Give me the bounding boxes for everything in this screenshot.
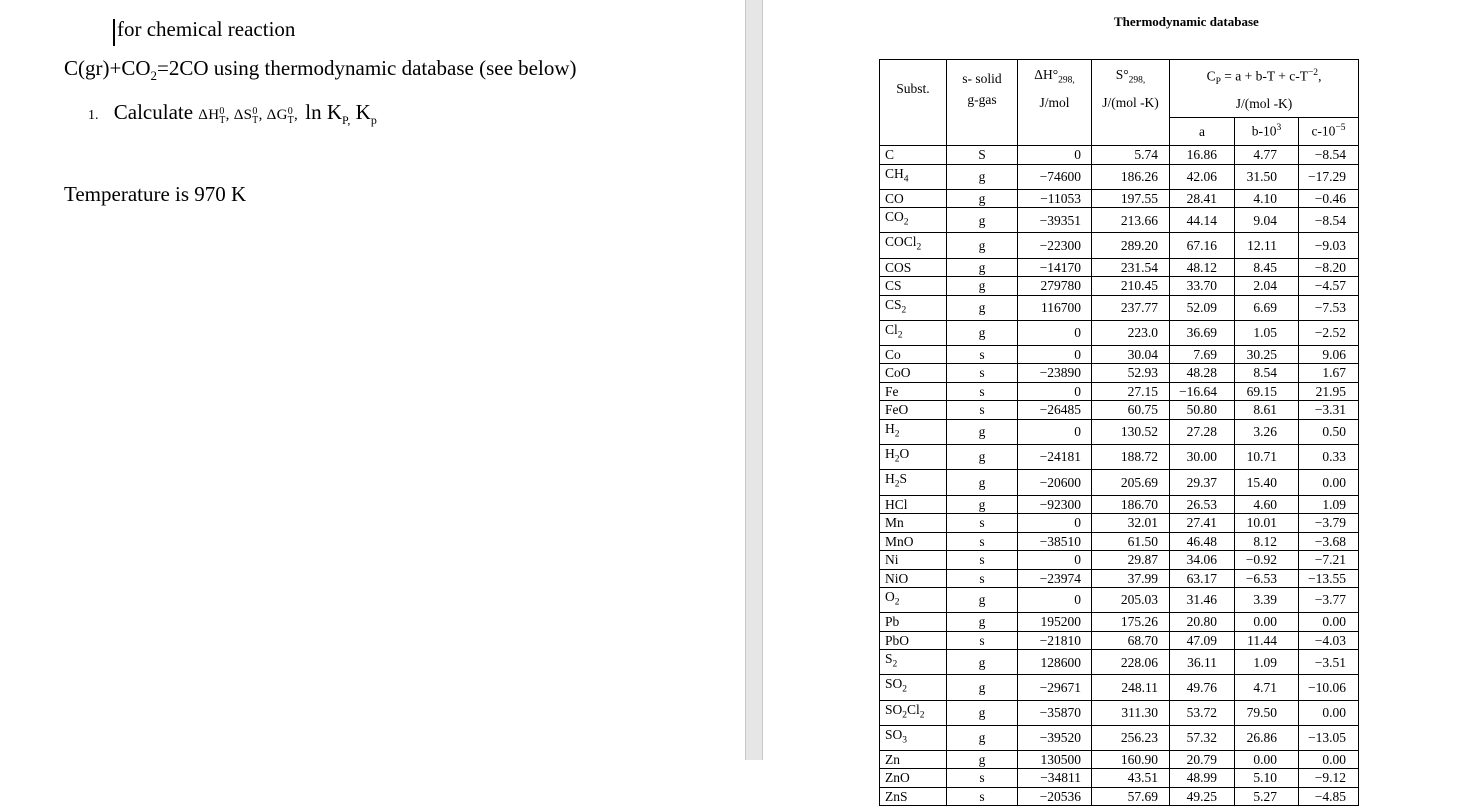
cell-cp-c: −0.46 (1299, 189, 1359, 208)
cell-cp-b: −6.53 (1235, 569, 1299, 588)
cell-entropy: 205.69 (1092, 470, 1170, 495)
cell-substance: Zn (880, 750, 947, 769)
substance-row (880, 320, 1359, 345)
cell-state: s (947, 364, 1018, 383)
cell-state: g (947, 208, 1018, 233)
header-state (947, 60, 1018, 146)
cell-cp-b: 79.50 (1235, 700, 1299, 725)
cell-substance: Mn (880, 514, 947, 533)
cell-enthalpy: −14170 (1018, 258, 1092, 277)
cell-substance: ZnO (880, 769, 947, 788)
cell-cp-a: 42.06 (1170, 164, 1235, 189)
cell-cp-a: 36.69 (1170, 320, 1235, 345)
cell-enthalpy: −11053 (1018, 189, 1092, 208)
cell-substance: $H_2O$ (880, 445, 947, 470)
header-state-line1: s- solid (962, 70, 1002, 86)
cell-substance: $CH_4$ (880, 164, 947, 189)
cell-entropy: 186.26 (1092, 164, 1170, 189)
cell-entropy: 213.66 (1092, 208, 1170, 233)
substance-row (880, 675, 1359, 700)
substance-row (880, 569, 1359, 588)
cell-cp-c: 0.00 (1299, 613, 1359, 632)
cell-cp-c: −7.53 (1299, 295, 1359, 320)
substance-row (880, 495, 1359, 514)
substance-row (880, 295, 1359, 320)
cell-cp-c: −8.20 (1299, 258, 1359, 277)
left-page[interactable] (0, 0, 745, 760)
substance-row (880, 700, 1359, 725)
substance-row (880, 401, 1359, 420)
cell-state: g (947, 495, 1018, 514)
cell-entropy: 237.77 (1092, 295, 1170, 320)
cell-substance: $SO_2Cl_2$ (880, 700, 947, 725)
cell-cp-a: 57.32 (1170, 725, 1235, 750)
cell-enthalpy: −22300 (1018, 233, 1092, 258)
cell-cp-b: 26.86 (1235, 725, 1299, 750)
cell-cp-b: 12.11 (1235, 233, 1299, 258)
substance-row (880, 551, 1359, 570)
cell-state: g (947, 419, 1018, 444)
cell-cp-b: 4.77 (1235, 146, 1299, 165)
cell-cp-c: 1.67 (1299, 364, 1359, 383)
cell-enthalpy: −35870 (1018, 700, 1092, 725)
cell-substance: $S_2$ (880, 650, 947, 675)
header-cp-a: a (1170, 118, 1235, 146)
cell-substance: $H_2$ (880, 419, 947, 444)
cell-state: g (947, 258, 1018, 277)
cell-entropy: 5.74 (1092, 146, 1170, 165)
cell-cp-b: 10.01 (1235, 514, 1299, 533)
cell-cp-b: 2.04 (1235, 277, 1299, 296)
cell-enthalpy: −20536 (1018, 787, 1092, 806)
cell-substance: Pb (880, 613, 947, 632)
cell-cp-b: 3.26 (1235, 419, 1299, 444)
cell-cp-a: 46.48 (1170, 532, 1235, 551)
cell-cp-c: −9.03 (1299, 233, 1359, 258)
cell-cp-c: 21.95 (1299, 382, 1359, 401)
cell-cp-a: 27.28 (1170, 419, 1235, 444)
cell-enthalpy: 130500 (1018, 750, 1092, 769)
cell-cp-b: 5.10 (1235, 769, 1299, 788)
cell-enthalpy: 128600 (1018, 650, 1092, 675)
cell-substance: $CO_2$ (880, 208, 947, 233)
header-substance: Subst. (880, 60, 947, 146)
cell-cp-b: 5.27 (1235, 787, 1299, 806)
cell-entropy: 52.93 (1092, 364, 1170, 383)
cell-cp-c: −10.06 (1299, 675, 1359, 700)
cell-cp-c: −13.05 (1299, 725, 1359, 750)
cell-enthalpy: 279780 (1018, 277, 1092, 296)
cell-state: s (947, 345, 1018, 364)
cell-state: s (947, 551, 1018, 570)
cell-substance: PbO (880, 631, 947, 650)
cell-enthalpy: −34811 (1018, 769, 1092, 788)
cell-enthalpy: −92300 (1018, 495, 1092, 514)
cell-cp-b: 3.39 (1235, 588, 1299, 613)
cell-substance: $Cl_2$ (880, 320, 947, 345)
cell-entropy: 27.15 (1092, 382, 1170, 401)
cell-cp-a: 36.11 (1170, 650, 1235, 675)
cell-substance: $SO_2$ (880, 675, 947, 700)
cell-cp-b: 8.12 (1235, 532, 1299, 551)
substance-row (880, 345, 1359, 364)
substance-row (880, 787, 1359, 806)
cell-cp-a: 49.25 (1170, 787, 1235, 806)
cell-state: g (947, 650, 1018, 675)
substance-row (880, 613, 1359, 632)
cell-cp-a: 16.86 (1170, 146, 1235, 165)
cell-cp-b: 0.00 (1235, 613, 1299, 632)
cell-cp-b: 6.69 (1235, 295, 1299, 320)
cell-state: s (947, 532, 1018, 551)
cell-cp-b: 30.25 (1235, 345, 1299, 364)
cell-cp-a: 63.17 (1170, 569, 1235, 588)
cell-cp-b: 9.04 (1235, 208, 1299, 233)
cell-cp-c: −8.54 (1299, 146, 1359, 165)
cell-state: g (947, 295, 1018, 320)
list-item-number: 1. (88, 108, 99, 123)
header-enthalpy (1018, 60, 1092, 146)
cell-state: s (947, 769, 1018, 788)
cell-cp-b: 8.54 (1235, 364, 1299, 383)
cell-cp-a: 7.69 (1170, 345, 1235, 364)
table-body (880, 146, 1359, 806)
cell-state: s (947, 631, 1018, 650)
cell-state: g (947, 750, 1018, 769)
task-line (88, 100, 377, 128)
cell-substance: HCl (880, 495, 947, 514)
cell-cp-a: 33.70 (1170, 277, 1235, 296)
cell-cp-c: −9.12 (1299, 769, 1359, 788)
cell-state: g (947, 675, 1018, 700)
cell-entropy: 29.87 (1092, 551, 1170, 570)
cell-cp-c: −4.03 (1299, 631, 1359, 650)
cell-cp-a: 44.14 (1170, 208, 1235, 233)
cell-cp-b: 11.44 (1235, 631, 1299, 650)
cell-entropy: 197.55 (1092, 189, 1170, 208)
cell-cp-a: 48.12 (1170, 258, 1235, 277)
cell-entropy: 188.72 (1092, 445, 1170, 470)
cell-state: s (947, 787, 1018, 806)
cell-enthalpy: −24181 (1018, 445, 1092, 470)
cell-cp-c: −3.51 (1299, 650, 1359, 675)
cell-entropy: 32.01 (1092, 514, 1170, 533)
cell-cp-c: −3.68 (1299, 532, 1359, 551)
cell-state: g (947, 445, 1018, 470)
cell-cp-b: 69.15 (1235, 382, 1299, 401)
cell-cp-a: 28.41 (1170, 189, 1235, 208)
cell-entropy: 186.70 (1092, 495, 1170, 514)
cell-entropy: 228.06 (1092, 650, 1170, 675)
thermodynamic-table (879, 59, 1359, 806)
cell-entropy: 37.99 (1092, 569, 1170, 588)
cell-enthalpy: −23890 (1018, 364, 1092, 383)
substance-row (880, 532, 1359, 551)
cell-cp-c: 9.06 (1299, 345, 1359, 364)
cell-cp-b: 4.60 (1235, 495, 1299, 514)
cell-entropy: 223.0 (1092, 320, 1170, 345)
cell-enthalpy: 0 (1018, 146, 1092, 165)
cell-cp-c: −13.55 (1299, 569, 1359, 588)
cell-cp-a: 48.28 (1170, 364, 1235, 383)
cell-cp-c: −17.29 (1299, 164, 1359, 189)
substance-row (880, 164, 1359, 189)
cell-cp-a: 52.09 (1170, 295, 1235, 320)
cell-substance: $SO_3$ (880, 725, 947, 750)
table-title: Thermodynamic database (1114, 14, 1259, 29)
cell-enthalpy: −20600 (1018, 470, 1092, 495)
cell-substance: Co (880, 345, 947, 364)
substance-row (880, 277, 1359, 296)
task-formulas: $\Delta H^0_T$, $\Delta S^0_T$, $\Delta G^0_T$, (198, 106, 299, 126)
cell-cp-c: 0.00 (1299, 750, 1359, 769)
cell-cp-a: 31.46 (1170, 588, 1235, 613)
substance-row (880, 725, 1359, 750)
cell-enthalpy: −39520 (1018, 725, 1092, 750)
cell-cp-b: 31.50 (1235, 164, 1299, 189)
cell-entropy: 256.23 (1092, 725, 1170, 750)
cell-cp-c: −3.31 (1299, 401, 1359, 420)
cell-state: S (947, 146, 1018, 165)
cell-state: g (947, 233, 1018, 258)
cell-state: s (947, 514, 1018, 533)
cell-enthalpy: 0 (1018, 588, 1092, 613)
header-entropy (1092, 60, 1170, 146)
cell-state: g (947, 277, 1018, 296)
cell-cp-b: 1.05 (1235, 320, 1299, 345)
cell-cp-b: 15.40 (1235, 470, 1299, 495)
cell-cp-a: 20.79 (1170, 750, 1235, 769)
cell-cp-a: 50.80 (1170, 401, 1235, 420)
cell-entropy: 248.11 (1092, 675, 1170, 700)
cell-substance: FeO (880, 401, 947, 420)
cell-entropy: 289.20 (1092, 233, 1170, 258)
substance-row (880, 382, 1359, 401)
cell-entropy: 205.03 (1092, 588, 1170, 613)
cell-entropy: 30.04 (1092, 345, 1170, 364)
cell-enthalpy: −38510 (1018, 532, 1092, 551)
task-prefix: Calculate (113, 100, 194, 124)
cell-substance: $CS_2$ (880, 295, 947, 320)
substance-row (880, 258, 1359, 277)
cell-cp-a: 20.80 (1170, 613, 1235, 632)
cell-cp-c: 1.09 (1299, 495, 1359, 514)
cell-substance: COS (880, 258, 947, 277)
cell-enthalpy: −74600 (1018, 164, 1092, 189)
header-entropy-line2: J/(mol -K) (1102, 94, 1159, 110)
header-enthalpy-line2: J/mol (1039, 94, 1070, 110)
cell-substance: NiO (880, 569, 947, 588)
header-cp-c: $c-10^{-5}$ (1299, 118, 1359, 146)
cell-enthalpy: −23974 (1018, 569, 1092, 588)
header-enthalpy-line1: $\Delta H^\circ_{298,}$ (1034, 67, 1075, 86)
cell-cp-a: 47.09 (1170, 631, 1235, 650)
intro-line: for chemical reaction (117, 17, 296, 41)
cell-substance: Ni (880, 551, 947, 570)
cell-state: g (947, 189, 1018, 208)
cell-cp-c: −7.21 (1299, 551, 1359, 570)
cell-entropy: 231.54 (1092, 258, 1170, 277)
cell-enthalpy: 0 (1018, 382, 1092, 401)
substance-row (880, 364, 1359, 383)
cell-state: g (947, 470, 1018, 495)
cell-state: s (947, 382, 1018, 401)
cell-enthalpy: 0 (1018, 320, 1092, 345)
cell-entropy: 43.51 (1092, 769, 1170, 788)
cell-entropy: 160.90 (1092, 750, 1170, 769)
cell-cp-c: −3.77 (1299, 588, 1359, 613)
substance-row (880, 208, 1359, 233)
cell-substance: Fe (880, 382, 947, 401)
cell-enthalpy: −21810 (1018, 631, 1092, 650)
reaction-equation-line: $C(gr)+CO_2=2CO$ using thermodynamic database (see below) (64, 56, 577, 84)
cell-enthalpy: 0 (1018, 551, 1092, 570)
cell-entropy: 68.70 (1092, 631, 1170, 650)
header-cp-formula (1170, 60, 1359, 118)
cell-state: s (947, 569, 1018, 588)
cell-cp-b: 8.45 (1235, 258, 1299, 277)
cell-cp-a: 34.06 (1170, 551, 1235, 570)
cell-cp-a: 26.53 (1170, 495, 1235, 514)
cell-state: g (947, 613, 1018, 632)
cell-cp-c: 0.00 (1299, 700, 1359, 725)
right-page[interactable] (763, 0, 1478, 804)
cell-cp-b: 10.71 (1235, 445, 1299, 470)
cell-entropy: 175.26 (1092, 613, 1170, 632)
cell-cp-c: −8.54 (1299, 208, 1359, 233)
cell-cp-b: −0.92 (1235, 551, 1299, 570)
substance-row (880, 769, 1359, 788)
header-cp-line1: $C_P = a + b-T + c-T^{-2}$, (1206, 67, 1322, 88)
cell-substance: CoO (880, 364, 947, 383)
cell-cp-a: 67.16 (1170, 233, 1235, 258)
page-divider (745, 0, 763, 760)
cell-cp-b: 8.61 (1235, 401, 1299, 420)
header-cp-b: $b-10^3$ (1235, 118, 1299, 146)
cell-cp-a: 30.00 (1170, 445, 1235, 470)
substance-row (880, 650, 1359, 675)
header-cp-line2: J/(mol -K) (1235, 96, 1293, 112)
substance-row (880, 233, 1359, 258)
cell-state: g (947, 164, 1018, 189)
cell-cp-c: 0.33 (1299, 445, 1359, 470)
cell-entropy: 311.30 (1092, 700, 1170, 725)
substance-row (880, 445, 1359, 470)
cell-cp-c: 0.00 (1299, 470, 1359, 495)
cell-cp-c: 0.50 (1299, 419, 1359, 444)
cell-cp-a: −16.64 (1170, 382, 1235, 401)
cell-enthalpy: 0 (1018, 345, 1092, 364)
cell-cp-b: 0.00 (1235, 750, 1299, 769)
substance-row (880, 631, 1359, 650)
substance-row (880, 189, 1359, 208)
cell-state: g (947, 588, 1018, 613)
text-caret (113, 19, 115, 46)
cell-entropy: 130.52 (1092, 419, 1170, 444)
cell-entropy: 60.75 (1092, 401, 1170, 420)
cell-state: s (947, 401, 1018, 420)
cell-enthalpy: 195200 (1018, 613, 1092, 632)
substance-row (880, 514, 1359, 533)
cell-substance: MnO (880, 532, 947, 551)
cell-enthalpy: 0 (1018, 514, 1092, 533)
cell-substance: COCl$_2$ (880, 233, 947, 258)
cell-substance: CO (880, 189, 947, 208)
cell-cp-b: 1.09 (1235, 650, 1299, 675)
cell-cp-a: 29.37 (1170, 470, 1235, 495)
cell-entropy: 61.50 (1092, 532, 1170, 551)
cell-substance: C (880, 146, 947, 165)
substance-row (880, 588, 1359, 613)
cell-substance: ZnS (880, 787, 947, 806)
substance-row (880, 419, 1359, 444)
cell-enthalpy: −26485 (1018, 401, 1092, 420)
cell-state: g (947, 320, 1018, 345)
task-suffix: $\ln K_{P,}$ $K_p$ (305, 100, 377, 128)
cell-enthalpy: 116700 (1018, 295, 1092, 320)
substance-row (880, 470, 1359, 495)
cell-cp-a: 27.41 (1170, 514, 1235, 533)
cell-cp-c: −3.79 (1299, 514, 1359, 533)
cell-cp-b: 4.10 (1235, 189, 1299, 208)
cell-cp-c: −4.57 (1299, 277, 1359, 296)
cell-substance: CS (880, 277, 947, 296)
header-state-line2: g-gas (967, 91, 997, 107)
cell-cp-a: 53.72 (1170, 700, 1235, 725)
cell-cp-c: −2.52 (1299, 320, 1359, 345)
header-entropy-line1: $S^\circ_{298,}$ (1115, 67, 1146, 86)
cell-substance: $H_2S$ (880, 470, 947, 495)
cell-cp-a: 48.99 (1170, 769, 1235, 788)
cell-enthalpy: 0 (1018, 419, 1092, 444)
cell-cp-a: 49.76 (1170, 675, 1235, 700)
cell-substance: $O_2$ (880, 588, 947, 613)
cell-entropy: 57.69 (1092, 787, 1170, 806)
cell-state: g (947, 725, 1018, 750)
temperature-line: Temperature is 970 K (64, 182, 247, 206)
cell-state: g (947, 700, 1018, 725)
substance-row (880, 146, 1359, 165)
cell-cp-b: 4.71 (1235, 675, 1299, 700)
cell-entropy: 210.45 (1092, 277, 1170, 296)
cell-enthalpy: −29671 (1018, 675, 1092, 700)
cell-enthalpy: −39351 (1018, 208, 1092, 233)
cell-cp-c: −4.85 (1299, 787, 1359, 806)
